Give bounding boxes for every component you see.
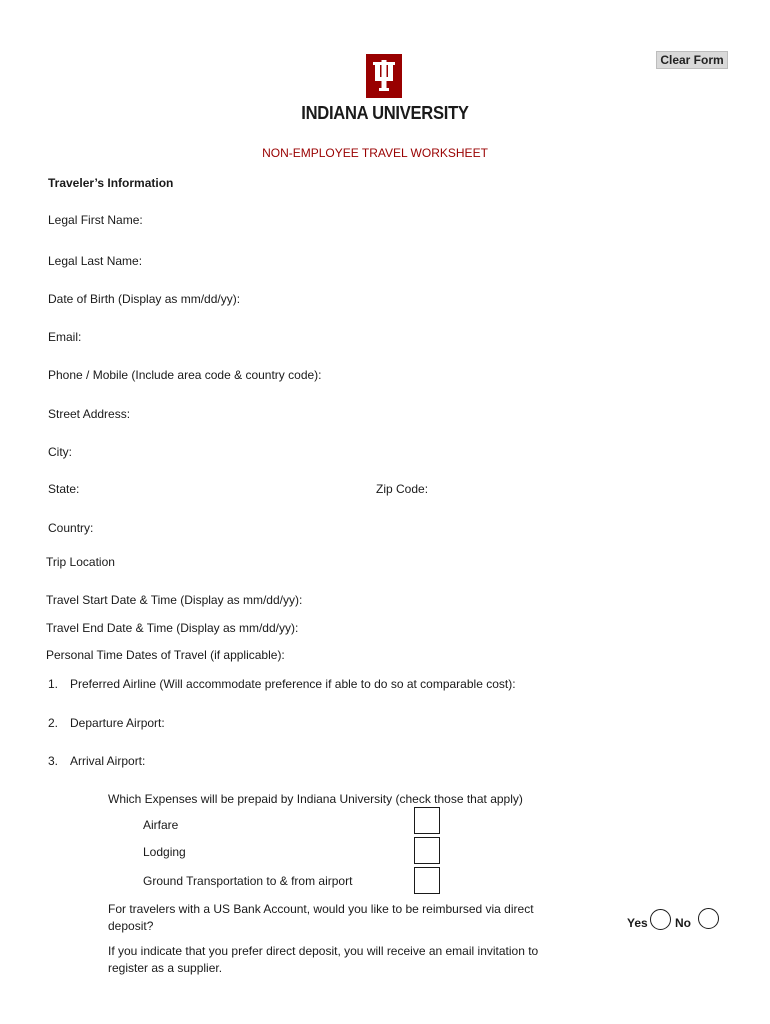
state-label: State: <box>48 482 80 496</box>
item-number: 1. <box>48 677 59 691</box>
trident-icon <box>366 54 402 98</box>
last-name-label: Legal Last Name: <box>48 254 143 268</box>
email-label: Email: <box>48 330 82 344</box>
country-field[interactable] <box>97 520 703 534</box>
country-label: Country: <box>48 521 94 535</box>
no-label: No <box>675 916 691 930</box>
state-field[interactable] <box>90 480 375 494</box>
zip-label: Zip Code: <box>376 482 429 496</box>
deposit-question-line1: For travelers with a US Bank Account, would you like to be reimbursed via direct <box>108 902 534 916</box>
form-title: NON-EMPLOYEE TRAVEL WORKSHEET <box>262 146 488 160</box>
prepaid-question: Which Expenses will be prepaid by Indiana University (check those that apply) <box>108 792 523 806</box>
dob-label: Date of Birth (Display as mm/dd/yy): <box>48 292 241 306</box>
arrival-airport-label: Arrival Airport: <box>70 754 146 768</box>
section-heading-traveler: Traveler’s Information <box>48 176 174 190</box>
first-name-label: Legal First Name: <box>48 213 143 227</box>
trip-location-field[interactable] <box>120 553 618 567</box>
dob-field[interactable] <box>260 290 705 304</box>
phone-field[interactable] <box>345 367 700 381</box>
email-field[interactable] <box>90 328 705 342</box>
arrival-airport-field[interactable] <box>163 753 707 767</box>
travel-start-label: Travel Start Date & Time (Display as mm/dd/yy): <box>46 593 303 607</box>
clear-form-button[interactable]: Clear Form <box>656 51 728 69</box>
phone-label: Phone / Mobile (Include area code & country code): <box>48 368 322 382</box>
zip-field[interactable] <box>435 480 681 494</box>
travel-start-field[interactable] <box>322 591 618 605</box>
departure-airport-label: Departure Airport: <box>70 716 165 730</box>
trip-location-label: Trip Location <box>46 555 115 569</box>
deposit-question-line2: deposit? <box>108 919 154 933</box>
ground-transport-checkbox[interactable] <box>414 867 440 894</box>
lodging-label: Lodging <box>143 845 186 859</box>
travel-end-label: Travel End Date & Time (Display as mm/dd/yy): <box>46 621 299 635</box>
university-name: INDIANA UNIVERSITY <box>301 103 469 123</box>
personal-time-label: Personal Time Dates of Travel (if applicable): <box>46 648 285 662</box>
departure-airport-field[interactable] <box>181 714 704 728</box>
deposit-note-line2: register as a supplier. <box>108 961 223 975</box>
travel-end-field[interactable] <box>318 619 614 633</box>
ground-transport-label: Ground Transportation to & from airport <box>143 874 353 888</box>
first-name-field[interactable] <box>150 212 703 226</box>
item-number: 3. <box>48 754 59 768</box>
airfare-label: Airfare <box>143 818 179 832</box>
item-number: 2. <box>48 716 59 730</box>
yes-label: Yes <box>627 916 648 930</box>
preferred-airline-label: Preferred Airline (Will accommodate preference if able to do so at comparable cost): <box>70 677 516 691</box>
yes-radio[interactable] <box>650 909 671 930</box>
city-field[interactable] <box>79 443 701 457</box>
airfare-checkbox[interactable] <box>414 807 440 834</box>
deposit-note-line1: If you indicate that you prefer direct deposit, you will receive an email invitation to <box>108 944 539 958</box>
street-field[interactable] <box>140 405 700 419</box>
preferred-airline-field[interactable] <box>552 675 704 689</box>
personal-time-field[interactable] <box>298 646 614 660</box>
lodging-checkbox[interactable] <box>414 837 440 864</box>
no-radio[interactable] <box>698 908 719 929</box>
street-label: Street Address: <box>48 407 131 421</box>
city-label: City: <box>48 445 72 459</box>
last-name-field[interactable] <box>148 252 703 266</box>
